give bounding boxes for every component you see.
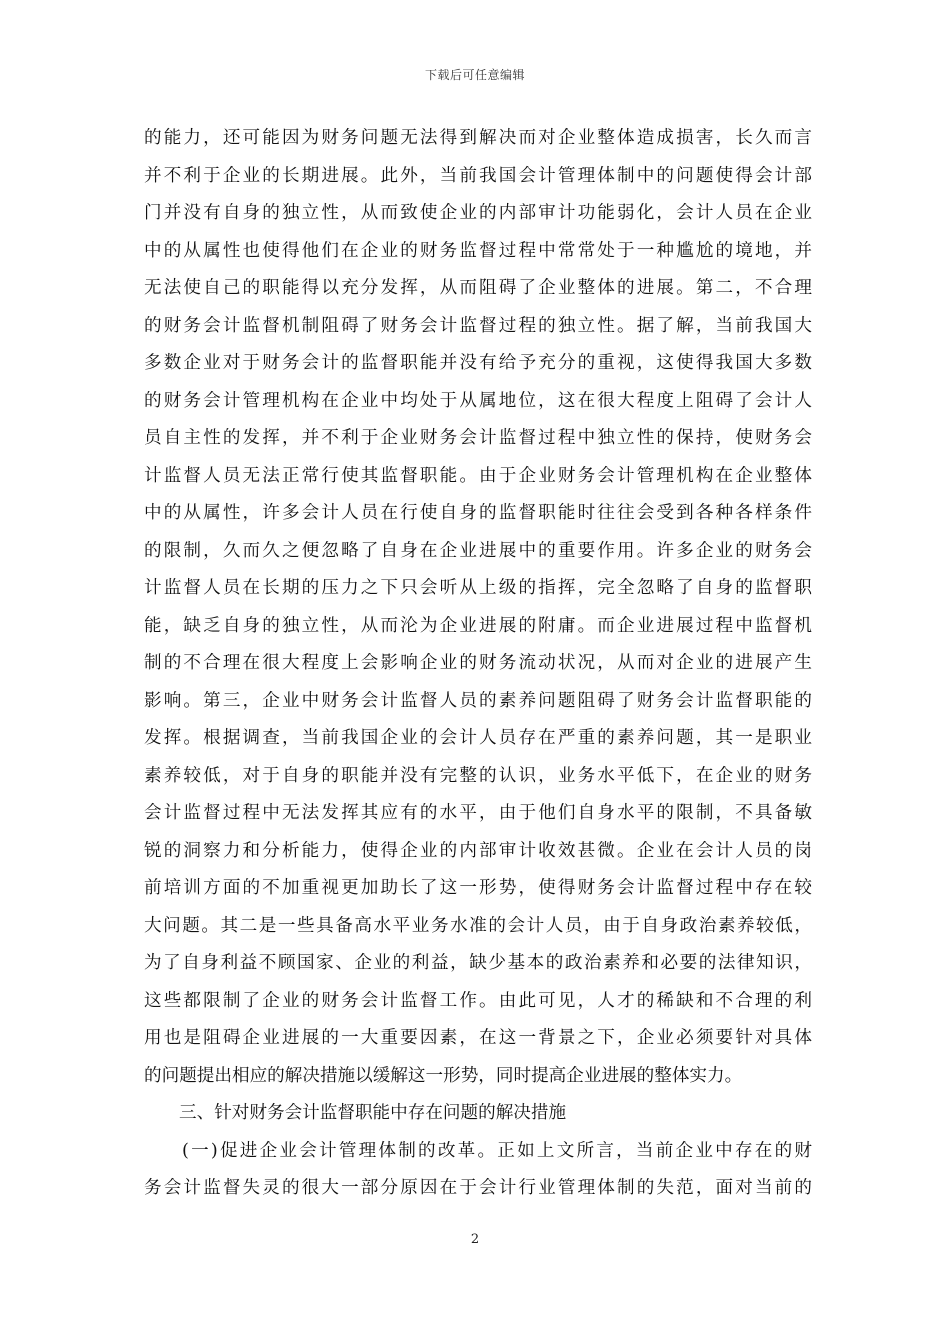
text-line: 的能力，还可能因为财务问题无法得到解决而对企业整体造成损害，长久而言 [144,128,812,148]
text-line: 用也是阻碍企业进展的一大重要因素，在这一背景之下，企业必须要针对具体 [144,1028,812,1048]
text-line: 的问题提出相应的解决措施以缓解这一形势，同时提高企业进展的整体实力。 [144,1065,743,1086]
text-line: 能，缺乏自身的独立性，从而沦为企业进展的附庸。而企业进展过程中监督机 [144,615,812,636]
text-line: 制的不合理在很大程度上会影响企业的财务流动状况，从而对企业的进展产生 [144,653,812,673]
text-line: 计监督人员无法正常行使其监督职能。由于企业财务会计管理机构在企业整体 [144,465,812,486]
text-line: 无法使自己的职能得以充分发挥，从而阻碍了企业整体的进展。第二，不合理 [144,278,812,298]
text-line: 的限制，久而久之便忽略了自身在企业进展中的重要作用。许多企业的财务会 [144,540,812,561]
section-heading: 三、针对财务会计监督职能中存在问题的解决措施 [179,1103,567,1123]
page-header: 下载后可任意编辑 [424,68,525,82]
paragraph [144,1133,812,1208]
text-line: 发挥。根据调查，当前我国企业的会计人员存在严重的素养问题，其一是职业 [144,728,812,748]
text-line: 计监督人员在长期的压力之下只会听从上级的指挥，完全忽略了自身的监督职 [144,578,812,598]
text-line: 务会计监督失灵的很大一部分原因在于会计行业管理体制的失范，面对当前的 [144,1178,812,1198]
text-line: 影响。第三，企业中财务会计监督人员的素养问题阻碍了财务会计监督职能的 [144,690,812,711]
text-line: (一)促进企业会计管理体制的改革。正如上文所言，当前企业中存在的财 [182,1140,812,1161]
document-body [144,120,812,1208]
text-line: 多数企业对于财务会计的监督职能并没有给予充分的重视，这使得我国大多数 [144,353,812,373]
paragraph [144,120,812,1095]
text-line: 中的从属性，许多会计人员在行使自身的监督职能时往往会受到各种各样条件 [144,503,812,523]
page-number: 2 [470,1232,480,1247]
text-line: 中的从属性也使得他们在企业的财务监督过程中常常处于一种尴尬的境地，并 [144,240,812,261]
text-line: 前培训方面的不加重视更加助长了这一形势，使得财务会计监督过程中存在较 [144,878,812,898]
text-line: 门并没有自身的独立性，从而致使企业的内部审计功能弱化，会计人员在企业 [144,203,812,223]
text-line: 素养较低，对于自身的职能并没有完整的认识，业务水平低下，在企业的财务 [144,765,812,786]
text-line: 的财务会计监督机制阻碍了财务会计监督过程的独立性。据了解，当前我国大 [144,315,812,336]
text-line: 的财务会计管理机构在企业中均处于从属地位，这在很大程度上阻碍了会计人 [144,390,812,411]
text-line: 会计监督过程中无法发挥其应有的水平，由于他们自身水平的限制，不具备敏 [144,803,812,823]
text-line: 员自主性的发挥，并不利于企业财务会计监督过程中独立性的保持，使财务会 [144,428,812,448]
text-line: 并不利于企业的长期进展。此外，当前我国会计管理体制中的问题使得会计部 [144,165,812,186]
text-line: 大问题。其二是一些具备高水平业务水准的会计人员，由于自身政治素养较低， [144,915,812,936]
text-line: 这些都限制了企业的财务会计监督工作。由此可见，人才的稀缺和不合理的利 [144,990,812,1011]
text-line: 为了自身利益不顾国家、企业的利益，缺少基本的政治素养和必要的法律知识， [144,953,812,973]
text-line: 锐的洞察力和分析能力，使得企业的内部审计收效甚微。企业在会计人员的岗 [144,840,812,861]
